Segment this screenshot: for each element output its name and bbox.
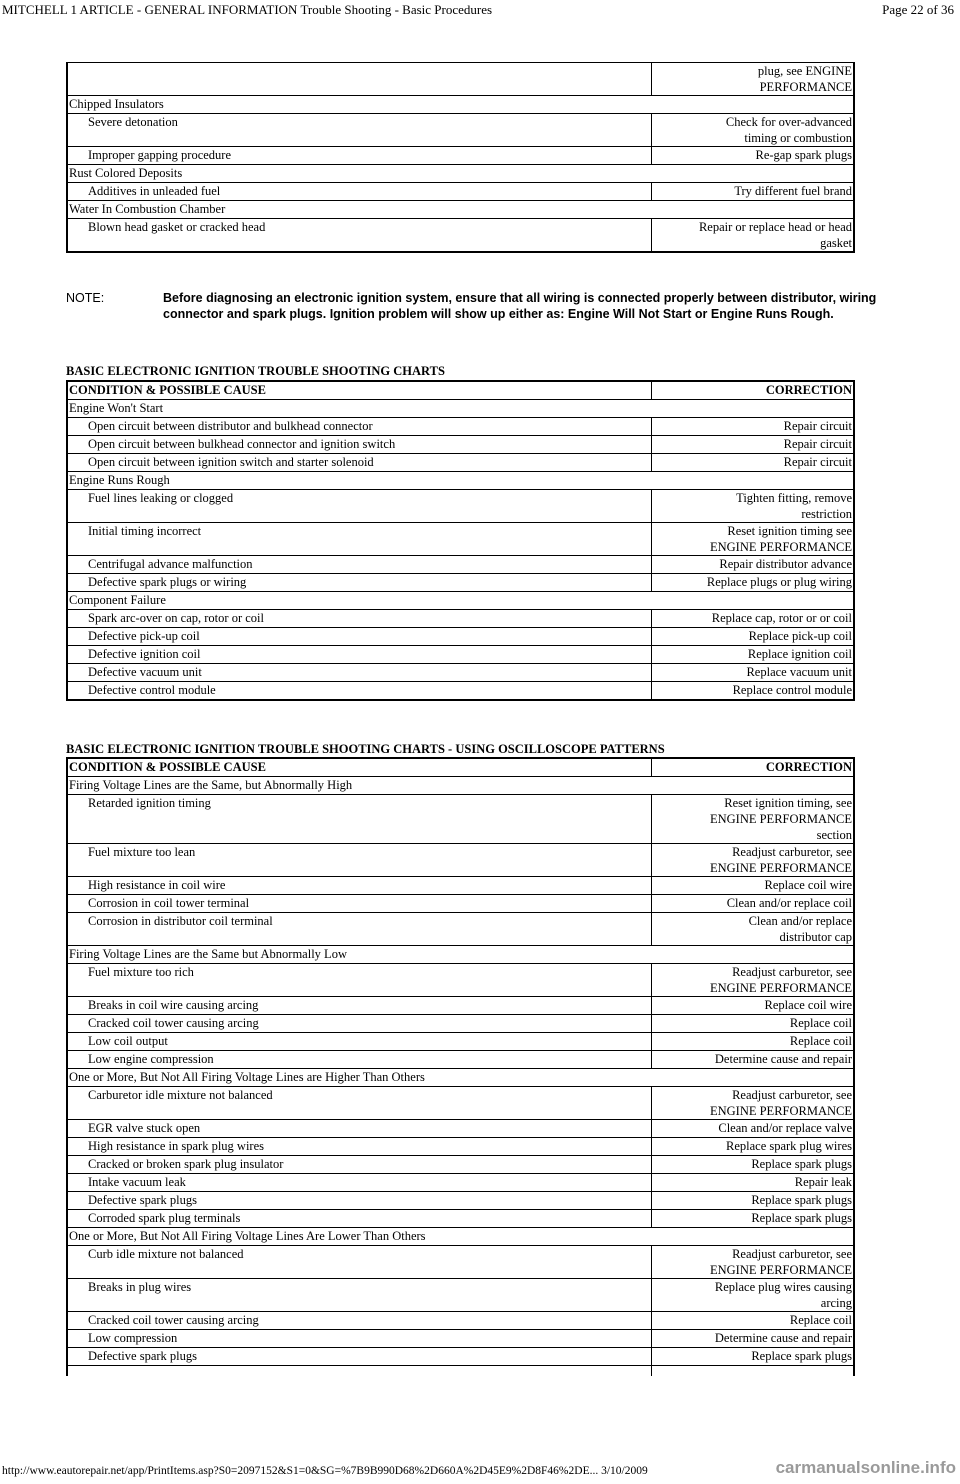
correction-line: Replace plug wires causing [714,1280,852,1294]
correction-cell [651,454,854,472]
table-row [67,1051,854,1069]
cause-cell: Cracked coil tower causing arcing [67,1015,651,1033]
correction-cell [651,664,854,682]
table-row [67,490,854,523]
cause-cell: Blown head gasket or cracked head [67,219,651,253]
correction-line: Replace cap, rotor or or coil [711,611,852,625]
correction-line: Replace plugs or plug wiring [706,575,852,589]
correction-cell [651,1120,854,1138]
table-row [67,1210,854,1228]
correction-line: ENGINE PERFORMANCE [709,1263,852,1277]
table-row [67,523,854,556]
cause-cell: EGR valve stuck open [67,1120,651,1138]
correction-cell [651,183,854,201]
correction-cell [651,1192,854,1210]
correction-line: distributor cap [779,930,852,944]
correction-line: Replace pick-up coil [748,629,852,643]
cause-cell: Open circuit between distributor and bulkhead connector [67,418,651,436]
correction-line: Replace vacuum unit [746,665,852,679]
correction-line: Repair distributor advance [719,557,852,571]
correction-line: Clean and/or replace [748,914,852,928]
table-row [67,1330,854,1348]
correction-line: Replace coil wire [764,998,852,1012]
note-label: NOTE: [66,291,105,305]
table-header-row [67,381,854,400]
correction-line: Readjust carburetor, see [732,965,852,979]
condition-row [67,777,854,795]
cause-cell: Corrosion in coil tower terminal [67,895,651,913]
cause-cell: Fuel mixture too lean [67,844,651,877]
table-row [67,1033,854,1051]
correction-line: Check for over-advanced [725,115,852,129]
correction-cell [651,682,854,701]
condition-row [67,1069,854,1087]
correction-cell [651,1174,854,1192]
correction-line: Replace control module [732,683,852,697]
correction-cell [651,1138,854,1156]
table-row [67,114,854,147]
condition-row [67,946,854,964]
cause-cell: Initial timing incorrect [67,523,651,556]
correction-line: Readjust carburetor, see [732,1247,852,1261]
correction-line: PERFORMANCE [759,80,852,94]
correction-cell [651,436,854,454]
correction-cell [651,1033,854,1051]
table-row [67,610,854,628]
table-row [67,1279,854,1312]
correction-line: Clean and/or replace coil [726,896,852,910]
table-row [67,574,854,592]
correction-line: plug, see ENGINE [757,64,852,78]
watermark-logo: carmanualsonline.info [775,1458,956,1477]
correction-cell [651,63,854,96]
correction-line: Replace spark plugs [751,1193,852,1207]
correction-cell [651,490,854,523]
condition-label: One or More, But Not All Firing Voltage Lines are Higher Than Others [67,1069,854,1087]
condition-row [67,165,854,183]
cause-cell: Low engine compression [67,1051,651,1069]
footer-url[interactable]: http://www.eautorepair.net/app/PrintItems.asp?S0=2097152&S1=0&SG=%7B9B990D68%2D660A%2D45E9%2D8F46%2DE... 3/10/2009 [2,1465,648,1477]
condition-row [67,201,854,219]
oscilloscope-trouble-table [66,757,855,1376]
table-row [67,219,854,253]
cause-cell: Breaks in plug wires [67,1279,651,1312]
note-text: Before diagnosing an electronic ignition system, ensure that all wiring is connected properly between distributor, wiring connector and spark plugs. Ignition problem will show up either as: Engine Will Not Start or Engine Runs Rough. [163,291,877,321]
table-row [67,1138,854,1156]
correction-line: Repair or replace head or head [698,220,852,234]
table-row [67,628,854,646]
cause-cell: Curb idle mixture not balanced [67,1246,651,1279]
table-row [67,664,854,682]
cause-cell: Spark arc-over on cap, rotor or coil [67,610,651,628]
correction-line: Replace coil [789,1313,852,1327]
correction-cell [651,219,854,253]
correction-cell [651,1156,854,1174]
correction-cell [651,1210,854,1228]
condition-label: Engine Runs Rough [67,472,854,490]
table-row [67,556,854,574]
correction-cell [651,795,854,844]
table-row [67,418,854,436]
table-row [67,454,854,472]
cause-cell: Open circuit between bulkhead connector and ignition switch [67,436,651,454]
cause-cell: Intake vacuum leak [67,1174,651,1192]
cause-cell: Defective pick-up coil [67,628,651,646]
cause-cell: Retarded ignition timing [67,795,651,844]
cause-cell: Fuel mixture too rich [67,964,651,997]
correction-line: Readjust carburetor, see [732,1088,852,1102]
cause-cell: Defective control module [67,682,651,701]
table-row [67,1174,854,1192]
table-row [67,1120,854,1138]
correction-cell [651,610,854,628]
correction-line: Determine cause and repair [714,1331,852,1345]
correction-cell [651,1246,854,1279]
correction-cell [651,147,854,165]
condition-label: Engine Won't Start [67,400,854,418]
correction-line: Determine cause and repair [714,1052,852,1066]
correction-cell [651,1348,854,1366]
correction-cell [651,877,854,895]
cause-cell: Low compression [67,1330,651,1348]
condition-row [67,592,854,610]
column-header-cause: CONDITION & POSSIBLE CAUSE [67,381,651,400]
cause-cell: Defective spark plugs [67,1348,651,1366]
condition-row [67,96,854,114]
cause-cell: Carburetor idle mixture not balanced [67,1087,651,1120]
table-row [67,1246,854,1279]
correction-line: arcing [820,1296,852,1310]
correction-cell [651,1279,854,1312]
correction-cell [651,1312,854,1330]
correction-cell [651,1051,854,1069]
table-row [67,436,854,454]
cause-cell: Defective spark plugs or wiring [67,574,651,592]
correction-line: timing or combustion [744,131,852,145]
table-continuation-row [67,1366,854,1377]
condition-label: Firing Voltage Lines are the Same, but Abnormally High [67,777,854,795]
correction-cell [651,895,854,913]
condition-label: Component Failure [67,592,854,610]
correction-line: Replace coil wire [764,878,852,892]
table-row [67,1312,854,1330]
condition-row [67,472,854,490]
correction-cell [651,1330,854,1348]
correction-line: Repair circuit [783,419,852,433]
cause-cell: Fuel lines leaking or clogged [67,490,651,523]
correction-line: ENGINE PERFORMANCE [709,981,852,995]
column-header-correction: CORRECTION [651,758,854,777]
table-row [67,682,854,701]
correction-cell [651,997,854,1015]
table-row [67,1015,854,1033]
cause-cell: Additives in unleaded fuel [67,183,651,201]
correction-line: Clean and/or replace valve [718,1121,852,1135]
basic-ignition-trouble-table [66,380,855,701]
section-title-basic-charts: BASIC ELECTRONIC IGNITION TROUBLE SHOOTING CHARTS [66,364,445,378]
condition-label: One or More, But Not All Firing Voltage Lines Are Lower Than Others [67,1228,854,1246]
correction-line: Repair circuit [783,455,852,469]
document-header-title: MITCHELL 1 ARTICLE - GENERAL INFORMATION Trouble Shooting - Basic Procedures [2,2,493,17]
table-header-row [67,758,854,777]
correction-cell [651,1087,854,1120]
correction-cell [651,1015,854,1033]
correction-line: section [816,828,852,842]
table-row [67,877,854,895]
cause-cell: Cracked coil tower causing arcing [67,1312,651,1330]
cause-cell: Low coil output [67,1033,651,1051]
table-row [67,1192,854,1210]
column-header-cause: CONDITION & POSSIBLE CAUSE [67,758,651,777]
cause-cell: Cracked or broken spark plug insulator [67,1156,651,1174]
table-row [67,844,854,877]
table-row [67,795,854,844]
table-row [67,964,854,997]
correction-cell [651,523,854,556]
correction-line: Tighten fitting, remove [736,491,852,505]
condition-label: Water In Combustion Chamber [67,201,854,219]
table-row [67,646,854,664]
correction-line: Try different fuel brand [734,184,852,198]
page-number: Page 22 of 36 [882,2,954,17]
correction-line: gasket [820,236,852,250]
correction-cell [651,628,854,646]
correction-line: Replace spark plug wires [725,1139,852,1153]
cause-cell: Breaks in coil wire causing arcing [67,997,651,1015]
cause-cell [67,63,651,96]
correction-cell [651,574,854,592]
condition-label: Firing Voltage Lines are the Same but Abnormally Low [67,946,854,964]
correction-line: Reset ignition timing see [727,524,852,538]
correction-line: Replace coil [789,1034,852,1048]
correction-line: restriction [801,507,852,521]
cause-cell: Defective ignition coil [67,646,651,664]
correction-line: Replace spark plugs [751,1349,852,1363]
cause-cell: Corrosion in distributor coil terminal [67,913,651,946]
cause-cell: Severe detonation [67,114,651,147]
table-row [67,1087,854,1120]
table-row [67,913,854,946]
correction-cell [651,913,854,946]
table-row [67,1348,854,1366]
correction-line: Re-gap spark plugs [755,148,852,162]
condition-row [67,400,854,418]
column-header-correction: CORRECTION [651,381,854,400]
correction-line: ENGINE PERFORMANCE [709,1104,852,1118]
correction-cell [651,964,854,997]
correction-line: Repair circuit [783,437,852,451]
correction-line: Replace ignition coil [747,647,852,661]
cause-cell: Corroded spark plug terminals [67,1210,651,1228]
correction-cell [651,646,854,664]
condition-label: Chipped Insulators [67,96,854,114]
table-row [67,183,854,201]
correction-line: Replace spark plugs [751,1211,852,1225]
section-title-oscilloscope-charts: BASIC ELECTRONIC IGNITION TROUBLE SHOOTING CHARTS - USING OSCILLOSCOPE PATTERNS [66,742,665,756]
correction-line: ENGINE PERFORMANCE [709,861,852,875]
correction-cell [651,844,854,877]
cause-cell: High resistance in spark plug wires [67,1138,651,1156]
table-row [67,1156,854,1174]
cause-cell: Defective vacuum unit [67,664,651,682]
correction-cell [651,114,854,147]
correction-line: Readjust carburetor, see [732,845,852,859]
table-row [67,997,854,1015]
correction-line: ENGINE PERFORMANCE [709,540,852,554]
continued-trouble-table [66,62,855,253]
cause-cell: Centrifugal advance malfunction [67,556,651,574]
condition-row [67,1228,854,1246]
table-row [67,895,854,913]
cause-cell: Defective spark plugs [67,1192,651,1210]
condition-label: Rust Colored Deposits [67,165,854,183]
cause-cell: Open circuit between ignition switch and starter solenoid [67,454,651,472]
correction-line: Replace coil [789,1016,852,1030]
correction-line: Repair leak [794,1175,852,1189]
correction-line: Reset ignition timing, see [724,796,852,810]
cause-cell: Improper gapping procedure [67,147,651,165]
table-row [67,147,854,165]
cause-cell: High resistance in coil wire [67,877,651,895]
correction-line: Replace spark plugs [751,1157,852,1171]
correction-cell [651,556,854,574]
correction-cell [651,418,854,436]
table-row [67,63,854,96]
correction-line: ENGINE PERFORMANCE [709,812,852,826]
